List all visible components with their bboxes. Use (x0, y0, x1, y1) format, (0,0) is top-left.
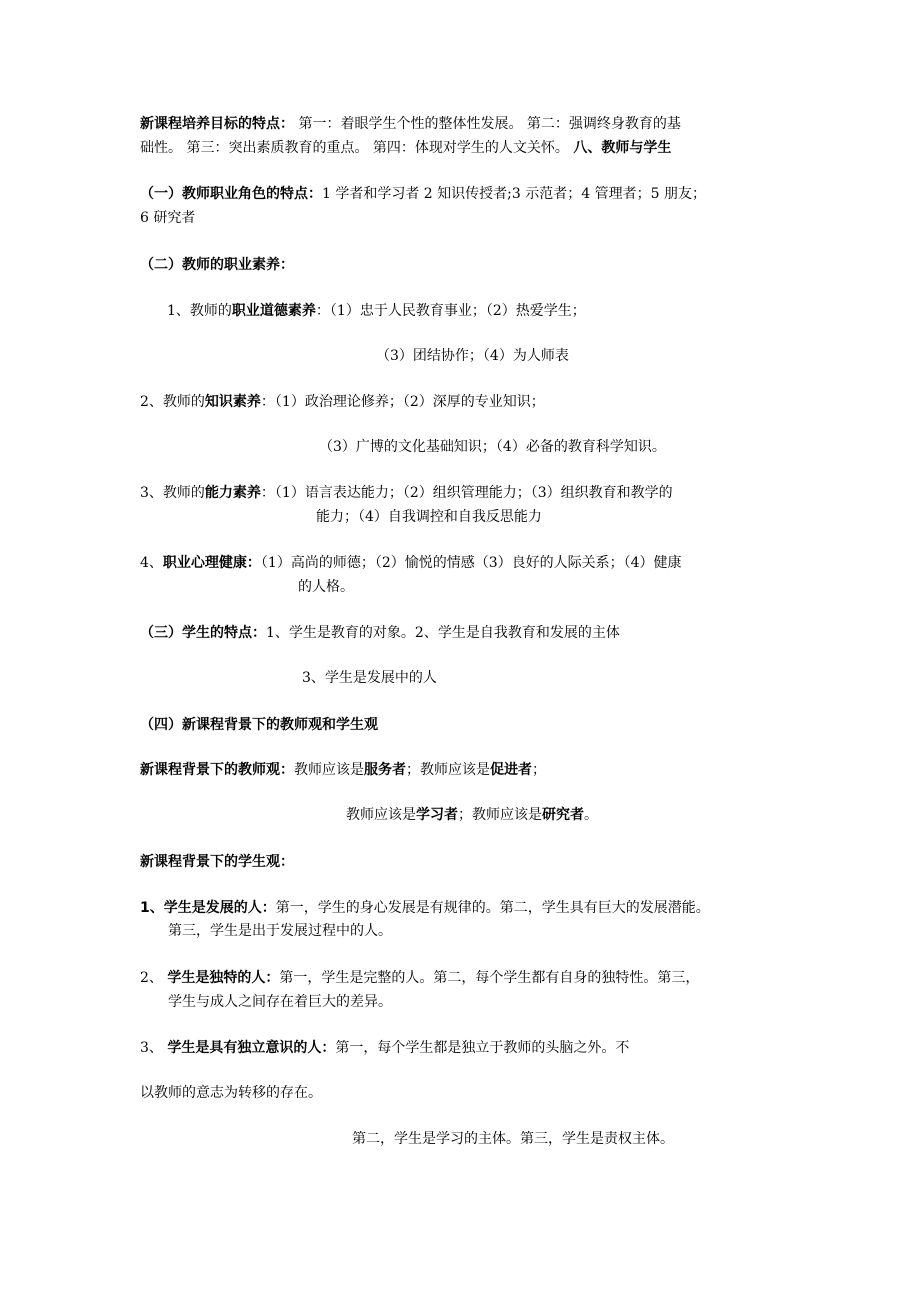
knowledge-text-1: ：（1）政治理论修养；（2）深厚的专业知识； (260, 394, 545, 410)
promoter-bold: 促进者 (490, 762, 532, 778)
paragraph-teacher-view-line2 (346, 806, 598, 824)
teacher-view-text-f: 。 (584, 807, 598, 823)
mental-text-2: 的人格。 (298, 579, 354, 595)
independent-prefix: 3、 (140, 1040, 168, 1056)
paragraph-literacy-heading (140, 256, 294, 274)
teacher-view-text-d: 教师应该是 (346, 807, 416, 823)
paragraph-independent-line1 (140, 1039, 629, 1057)
roles-text-1: 1 学者和学习者 2 知识传授者;3 示范者；4 管理者；5 朋友； (322, 186, 706, 202)
paragraph-views-heading (140, 716, 378, 734)
learner-bold: 学习者 (416, 807, 458, 823)
paragraph-ability-line2 (316, 508, 542, 526)
independent-text-2: 以教师的意志为转移的存在。 (140, 1085, 322, 1101)
paragraph-mental-line1 (140, 554, 682, 572)
paragraph-unique-line1 (140, 969, 699, 987)
paragraph-ability-line1 (140, 484, 673, 502)
literacy-heading: （二）教师的职业素养： (140, 257, 294, 273)
student-traits-heading: （三）学生的特点： (140, 625, 266, 641)
student-view-heading: 新课程背景下的学生观： (140, 854, 294, 870)
paragraph-student-view-heading (140, 853, 294, 871)
section-eight-heading: 八、教师与学生 (573, 140, 672, 156)
roles-text-2: 6 研究者 (140, 210, 196, 226)
knowledge-bold: 知识素养 (204, 394, 261, 410)
paragraph-ethics-line2 (376, 347, 569, 365)
goals-text-1: 第一：着眼学生个性的整体性发展。 第二：强调终身教育的基 (294, 116, 681, 132)
mental-text-1: （1）高尚的师德；（2）愉悦的情感（3）良好的人际关系；（4）健康 (260, 555, 682, 571)
unique-heading: 学生是独特的人： (167, 970, 280, 986)
ability-text-1: ：（1）语言表达能力；（2）组织管理能力；（3）组织教育和教学的 (260, 485, 673, 501)
unique-prefix: 2、 (140, 970, 168, 986)
paragraph-independent-line2 (140, 1084, 322, 1102)
teacher-view-text-a: 教师应该是 (294, 762, 364, 778)
student-traits-text-1: 1、学生是教育的对象。2、学生是自我教育和发展的主体 (266, 625, 620, 641)
mental-prefix: 4、 (140, 555, 163, 571)
teacher-view-heading: 新课程背景下的教师观： (140, 762, 294, 778)
roles-heading: （一）教师职业角色的特点： (140, 186, 322, 202)
ethics-bold: 职业道德素养 (231, 303, 316, 319)
ability-bold: 能力素养 (204, 485, 261, 501)
ethics-prefix: 1、教师的 (167, 303, 232, 319)
paragraph-student-traits-line2 (302, 669, 437, 687)
unique-text-2: 学生与成人之间存在着巨大的差异。 (168, 994, 392, 1010)
teacher-view-text-b: ；教师应该是 (406, 762, 490, 778)
paragraph-student-traits-line1 (140, 624, 620, 642)
independent-heading: 学生是具有独立意识的人： (167, 1040, 336, 1056)
paragraph-developing-line2 (168, 922, 392, 940)
paragraph-developing-line1 (140, 899, 710, 917)
paragraph-goals-line2 (140, 139, 671, 157)
paragraph-ethics-line1 (167, 302, 586, 320)
ethics-text-1: ：（1）忠于人民教育事业；（2）热爱学生； (315, 303, 586, 319)
developing-text-2: 第三，学生是出于发展过程中的人。 (168, 923, 392, 939)
student-traits-text-2: 3、学生是发展中的人 (302, 670, 437, 686)
mental-bold: 职业心理健康： (162, 555, 261, 571)
ability-text-2: 能力；（4）自我调控和自我反思能力 (316, 509, 542, 525)
paragraph-goals-line1 (140, 115, 681, 133)
views-heading: （四）新课程背景下的教师观和学生观 (140, 717, 378, 733)
ethics-text-2: （3）团结协作；（4）为人师表 (376, 348, 569, 364)
researcher-bold: 研究者 (542, 807, 584, 823)
paragraph-roles-line1 (140, 185, 706, 203)
developing-text-1: 第一，学生的身心发展是有规律的。第二，学生具有巨大的发展潜能。 (275, 900, 710, 916)
independent-text-3: 第二，学生是学习的主体。第三，学生是责权主体。 (352, 1131, 674, 1147)
paragraph-knowledge-line1 (140, 393, 545, 411)
paragraph-independent-line3 (352, 1130, 674, 1148)
paragraph-mental-line2 (298, 578, 354, 596)
unique-text-1: 第一，学生是完整的人。第二，每个学生都有自身的独特性。第三， (279, 970, 700, 986)
paragraph-knowledge-line2 (319, 438, 666, 456)
teacher-view-text-c: ； (532, 762, 546, 778)
independent-text-1: 第一，每个学生都是独立于教师的头脑之外。不 (335, 1040, 630, 1056)
goals-text-2: 础性。 第三：突出素质教育的重点。 第四：体现对学生的人文关怀。 (140, 140, 574, 156)
paragraph-unique-line2 (168, 993, 392, 1011)
paragraph-teacher-view-line1 (140, 761, 546, 779)
server-bold: 服务者 (364, 762, 406, 778)
developing-heading: 1、学生是发展的人： (140, 900, 276, 916)
ability-prefix: 3、教师的 (140, 485, 205, 501)
paragraph-roles-line2 (140, 209, 195, 227)
knowledge-text-2: （3）广博的文化基础知识；（4）必备的教育科学知识。 (319, 439, 666, 455)
knowledge-prefix: 2、教师的 (140, 394, 205, 410)
teacher-view-text-e: ；教师应该是 (458, 807, 542, 823)
goals-heading: 新课程培养目标的特点： (140, 116, 294, 132)
